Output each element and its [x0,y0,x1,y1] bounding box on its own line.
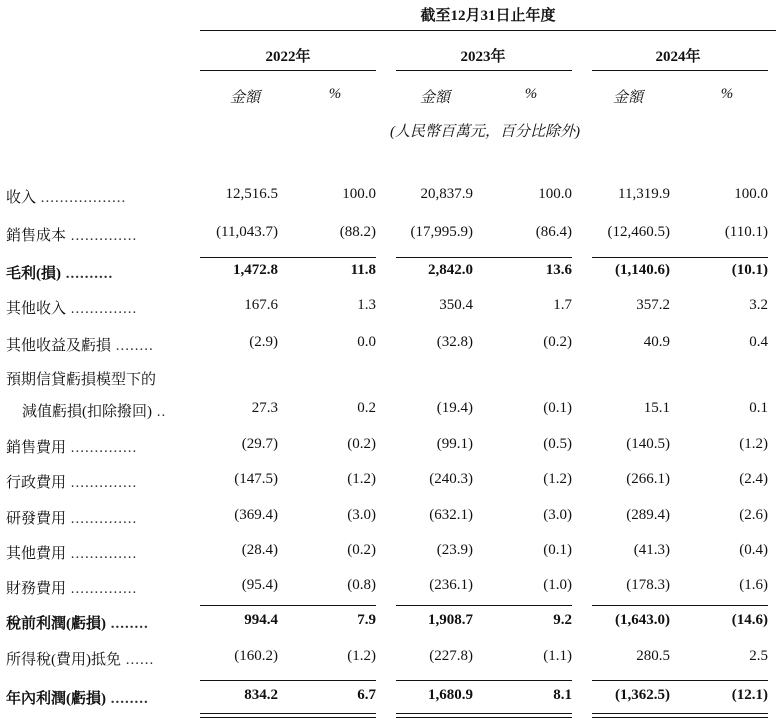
leader-dots: ........ [106,616,149,632]
amount-cell: (147.5) [234,471,278,487]
percent-cell: 7.9 [357,612,376,628]
amount-cell: (11,043.7) [216,224,278,240]
rule-before-net-profit [592,680,768,681]
period-underline [200,30,776,31]
amount-cell: 350.4 [439,297,473,313]
rule-before-gross-profit [396,257,572,258]
amount-cell: (12,460.5) [607,224,670,240]
row-label-text: 所得稅(費用)抵免 [6,652,121,668]
amount-cell: 20,837.9 [420,186,473,202]
row-label-text: 其他收入 [6,301,67,317]
percent-cell: 0.0 [357,334,376,350]
percent-cell: 8.1 [553,687,572,703]
amount-cell: (236.1) [429,577,473,593]
leader-dots: ........ [111,338,154,354]
year-2023: 2023年 [460,49,506,65]
row-label-text: 銷售費用 [6,440,67,456]
percent-cell: (0.4) [739,542,768,558]
amount-cell: 994.4 [244,612,278,628]
amount-cell: (289.4) [626,507,670,523]
leader-dots: ........ [106,691,149,707]
leader-dots: ...... [121,652,155,668]
percent-cell: 0.2 [357,400,376,416]
leader-dots: .............. [66,475,138,491]
double-rule-bottom [396,713,572,714]
row-label [6,436,137,457]
year-2023-underline [396,70,572,71]
amount-cell: 15.1 [643,400,670,416]
row-label [6,648,154,669]
row-label-text: 其他收益及虧損 [6,338,112,354]
row-label [6,262,113,283]
percent-cell: 1.3 [357,297,376,313]
amount-label-2023: 金額 [419,90,450,106]
rule-before-pretax [200,605,376,606]
double-rule-bottom [396,717,572,718]
row-label [6,577,137,598]
row-label [6,687,149,708]
amount-cell: 1,908.7 [428,612,473,628]
row-label [6,542,137,563]
year-2022-underline [200,70,376,71]
amount-cell: (99.1) [436,436,473,452]
percent-cell: (1.2) [543,471,572,487]
percent-cell: (1.2) [739,436,768,452]
percent-cell: (3.0) [543,507,572,523]
row-label [6,368,156,389]
percent-cell: 100.0 [342,186,376,202]
percent-cell: 100.0 [538,186,572,202]
row-label [6,224,137,245]
amount-cell: (29.7) [241,436,278,452]
leader-dots: .............. [66,440,138,456]
amount-cell: 11,319.9 [618,186,670,202]
amount-cell: 12,516.5 [225,186,278,202]
amount-cell: (227.8) [429,648,473,664]
amount-cell: (95.4) [241,577,278,593]
percent-cell: 3.2 [749,297,768,313]
percent-cell: 9.2 [553,612,572,628]
percent-cell: (1.0) [543,577,572,593]
percent-cell: (1.2) [347,648,376,664]
percent-cell: 0.1 [749,400,768,416]
percent-cell: 100.0 [734,186,768,202]
percent-cell: (88.2) [339,224,376,240]
row-label [6,507,137,528]
percent-cell: 11.8 [350,262,376,278]
leader-dots: .. [152,404,167,420]
leader-dots: .................. [36,190,127,206]
percent-cell: 13.6 [545,262,572,278]
row-label-text: 預期信貸虧損模型下的 [6,372,157,388]
percent-cell: (1.2) [347,471,376,487]
amount-cell: (1,140.6) [615,262,670,278]
amount-cell: (1,362.5) [615,687,670,703]
unit-note: (人民幣百萬元，百分比除外) [390,124,580,140]
year-2022: 2022年 [265,49,311,65]
row-label-text: 銷售成本 [6,228,67,244]
row-label [6,471,137,492]
percent-label-2023: % [524,86,538,102]
amount-cell: (23.9) [436,542,473,558]
leader-dots: .......... [61,266,114,282]
percent-cell: (86.4) [535,224,572,240]
amount-cell: 2,842.0 [428,262,473,278]
amount-cell: (178.3) [626,577,670,593]
amount-cell: 834.2 [244,687,278,703]
rule-before-net-profit [396,680,572,681]
rule-before-pretax [396,605,572,606]
amount-cell: 357.2 [636,297,670,313]
amount-cell: (32.8) [436,334,473,350]
amount-cell: (632.1) [429,507,473,523]
amount-cell: (19.4) [436,400,473,416]
percent-cell: (10.1) [731,262,768,278]
amount-cell: (160.2) [234,648,278,664]
row-label-text: 研發費用 [6,511,67,527]
row-label-text: 收入 [6,190,37,206]
leader-dots: .............. [66,546,138,562]
row-label-text: 財務費用 [6,581,67,597]
amount-cell: (369.4) [234,507,278,523]
amount-cell: (240.3) [429,471,473,487]
leader-dots: .............. [66,301,138,317]
percent-cell: (0.2) [347,542,376,558]
row-label [6,297,137,318]
percent-cell: (0.8) [347,577,376,593]
row-label-text: 減值虧損(扣除撥回) [22,404,152,420]
period-title: 截至12月31日止年度 [420,8,556,24]
amount-cell: 27.3 [251,400,278,416]
amount-cell: 40.9 [643,334,670,350]
percent-cell: 1.7 [553,297,572,313]
amount-cell: (266.1) [626,471,670,487]
rule-before-gross-profit [200,257,376,258]
percent-cell: (0.2) [347,436,376,452]
row-label [6,334,154,355]
percent-cell: (1.1) [543,648,572,664]
year-2024: 2024年 [655,49,701,65]
percent-cell: (2.6) [739,507,768,523]
rule-before-net-profit [200,680,376,681]
leader-dots: .............. [66,511,138,527]
percent-cell: (3.0) [347,507,376,523]
amount-cell: (41.3) [633,542,670,558]
double-rule-bottom [200,713,376,714]
row-label-text: 稅前利潤(虧損) [6,616,106,632]
percent-cell: (1.6) [739,577,768,593]
percent-cell: (0.1) [543,400,572,416]
amount-cell: 1,472.8 [233,262,278,278]
row-label [22,400,166,421]
row-label [6,612,149,633]
double-rule-bottom [592,717,768,718]
percent-label-2022: % [328,86,342,102]
rule-before-pretax [592,605,768,606]
row-label-text: 其他費用 [6,546,67,562]
row-label [6,186,126,207]
percent-label-2024: % [720,86,734,102]
percent-cell: (14.6) [731,612,768,628]
percent-cell: (2.4) [739,471,768,487]
amount-cell: (17,995.9) [410,224,473,240]
amount-cell: 280.5 [636,648,670,664]
leader-dots: .............. [66,228,138,244]
percent-cell: 2.5 [749,648,768,664]
year-2024-underline [592,70,768,71]
double-rule-bottom [592,713,768,714]
percent-cell: (0.2) [543,334,572,350]
amount-cell: (2.9) [249,334,278,350]
row-label-text: 毛利(損) [6,266,61,282]
percent-cell: 6.7 [357,687,376,703]
percent-cell: (12.1) [731,687,768,703]
percent-cell: (0.1) [543,542,572,558]
row-label-text: 年內利潤(虧損) [6,691,106,707]
leader-dots: .............. [66,581,138,597]
amount-cell: (140.5) [626,436,670,452]
row-label-text: 行政費用 [6,475,67,491]
amount-cell: (28.4) [241,542,278,558]
amount-label-2022: 金額 [229,90,260,106]
amount-cell: (1,643.0) [615,612,670,628]
amount-cell: 1,680.9 [428,687,473,703]
percent-cell: (0.5) [543,436,572,452]
rule-before-gross-profit [592,257,768,258]
double-rule-bottom [200,717,376,718]
amount-label-2024: 金額 [612,90,643,106]
percent-cell: 0.4 [749,334,768,350]
percent-cell: (110.1) [724,224,768,240]
amount-cell: 167.6 [244,297,278,313]
